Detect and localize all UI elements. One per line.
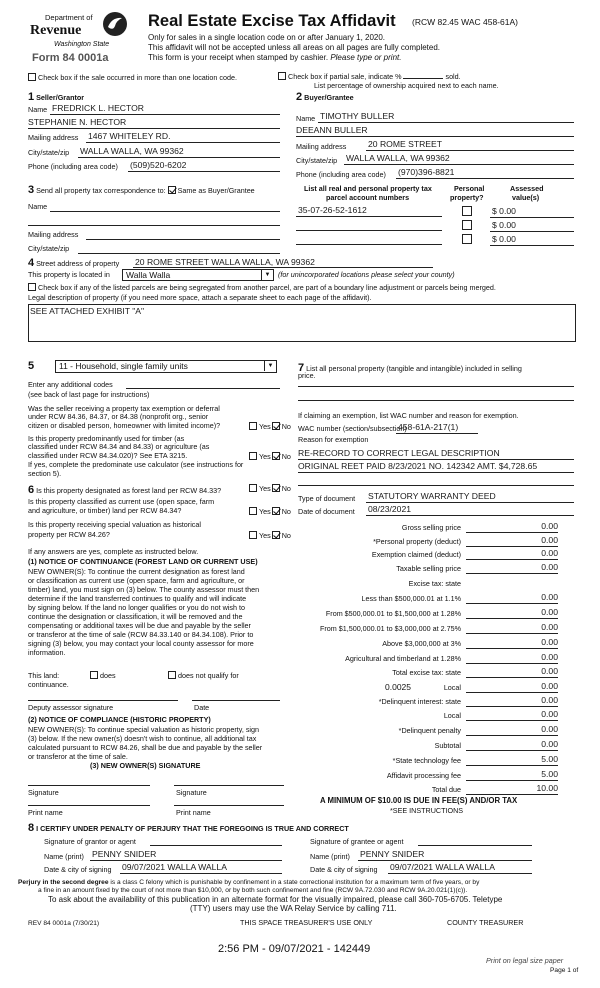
revenue-logo [28, 10, 148, 66]
county-note: (for unincorporated locations please select your county) [278, 270, 455, 279]
tax-row-value[interactable]: 0.00 [541, 607, 558, 617]
timber-question-5: section 5). [28, 469, 62, 478]
perjury-line-2: a fine in an amount fixed by the court of not more than $10,000, or by both such confinement and fine (RCW 9A.72.030 and RCW 9A.20.021(1)(c)). [38, 887, 468, 894]
located-in-label: This property is located in [28, 270, 110, 279]
personal-property-checkbox[interactable] [462, 206, 472, 216]
tax-row-value[interactable]: 0.00 [541, 562, 558, 572]
assessed-value[interactable]: $ 0.00 [492, 220, 516, 230]
grantee-name-label: Name (print) [310, 852, 350, 861]
form-number: Form 84 0001a [32, 52, 109, 64]
notice-continuance-text: NEW OWNER(S): To continue the current designation as forest land or classification as current use (open space, farm and agriculture, or timber) land, you must sign on (3) below. The county assessor must then determine if the land transferred continues to qualify and will indicate by signing below. If the land no longer qualifies or you do not wish to continue the designation or classification, it will be removed and the compensating or additional taxes will be due and payable by the seller or transferor at the time of sale (RCW 84.33.140 or 84.34.108). Prior to signing (3) below, you may contact your local county assessor for more information. [28, 567, 260, 657]
buyer-mail-label: Mailing address [296, 142, 347, 151]
does-not-qualify-check[interactable]: does not qualify for [168, 671, 239, 680]
tax-row-value[interactable]: 0.00 [541, 681, 558, 691]
revision-label: REV 84 0001a (7/30/21) [28, 920, 100, 927]
owner-print-label-2: Print name [176, 808, 211, 817]
checkbox-icon[interactable] [28, 73, 36, 81]
personal-header-2: property? [450, 193, 484, 202]
current-use-question-1: Is this property classified as current use (open space, farm [28, 497, 215, 506]
tax-row-value[interactable]: 0.00 [541, 666, 558, 676]
buyer-name-1[interactable]: TIMOTHY BULLER [320, 111, 395, 121]
tax-row-value[interactable]: 0.00 [541, 695, 558, 705]
tax-row-label: Affidavit processing fee [386, 771, 461, 780]
forest-answer[interactable]: Yes No [249, 484, 291, 493]
ownership-note: List percentage of ownership acquired next to each name. [314, 81, 499, 90]
grantee-date-label: Date & city of signing [310, 865, 378, 874]
deputy-assessor-label: Deputy assessor signature [28, 703, 114, 712]
dept-label: Department of [45, 13, 93, 22]
tax-row-label: Subtotal [434, 741, 461, 750]
tax-row-value[interactable]: 0.00 [541, 622, 558, 632]
seller-mail[interactable]: 1467 WHITELEY RD. [88, 131, 171, 141]
personal-property-checkbox[interactable] [462, 234, 472, 244]
seller-phone[interactable]: (509)520-6202 [130, 160, 187, 170]
checkbox-icon[interactable] [28, 283, 36, 291]
exemption-instructions: If claiming an exemption, list WAC number and reason for exemption. [298, 411, 519, 420]
tax-row-value[interactable]: 0.00 [541, 535, 558, 545]
does-qualify-check[interactable]: does [90, 671, 116, 680]
buyer-name-2[interactable]: DEEANN BULLER [296, 125, 368, 135]
exemption-answer[interactable]: Yes No [249, 422, 291, 431]
tax-row-label: Local [443, 683, 461, 692]
property-street[interactable]: 20 ROME STREET WALLA WALLA, WA 99362 [135, 257, 315, 267]
personal-header-1: Personal [454, 184, 485, 193]
section-8-heading: 8 I CERTIFY UNDER PENALTY OF PERJURY THAT THE FOREGOING IS TRUE AND CORRECT [28, 822, 349, 834]
section-3-heading: 3 Send all property tax correspondence to: Same as Buyer/Grantee [28, 184, 255, 196]
tax-row-value[interactable]: 0.00 [541, 521, 558, 531]
section-6-heading: 6 Is this property designated as forest land per RCW 84.33? [28, 484, 222, 496]
grantor-date-label: Date & city of signing [44, 865, 112, 874]
assessed-header-1: Assessed [510, 184, 544, 193]
exemption-question-1: Was the seller receiving a property tax exemption or deferral [28, 404, 220, 413]
exemption-question-3: citizen or disabled person, homeowner with limited income)? [28, 421, 221, 430]
buyer-name-label: Name [296, 114, 316, 123]
timber-answer[interactable]: Yes No [249, 452, 291, 461]
deputy-date-label: Date [194, 703, 210, 712]
tax-row-label: Gross selling price [401, 523, 461, 532]
washington-logo-icon [102, 11, 128, 37]
multi-location-check[interactable]: Check box if the sale occurred in more than one location code. [28, 73, 237, 82]
seller-city-label: City/state/zip [28, 148, 70, 157]
wac-label: WAC number (section/subsection) [298, 424, 407, 433]
tax-row-label: From $500,000.01 to $1,500,000 at 1.28% [325, 609, 461, 618]
grantor-date[interactable]: 09/07/2021 WALLA WALLA [122, 862, 227, 872]
parcels-header-1: List all real and personal property tax [304, 184, 432, 193]
tax-row-value[interactable]: 0.00 [541, 652, 558, 662]
section-5-number: 5 [28, 360, 35, 372]
buyer-phone[interactable]: (970)396-8821 [398, 167, 455, 177]
assessed-header-2: value(s) [512, 193, 540, 202]
reason-line-2[interactable]: ORIGINAL REET PAID 8/23/2021 NO. 142342 AMT. $4,728.65 [298, 461, 538, 471]
current-use-question-2: and agriculture, or timber) land per RCW 84.34? [28, 506, 182, 515]
grantor-name-label: Name (print) [44, 852, 84, 861]
tax-row-label: Agricultural and timberland at 1.28% [345, 654, 461, 663]
tax-row-label: Total due [431, 785, 461, 794]
tax-row-value[interactable]: 5.00 [541, 769, 558, 779]
doc-type-label: Type of document [298, 494, 356, 503]
buyer-city-label: City/state/zip [296, 156, 338, 165]
cashier-stamp: 2:56 PM - 09/07/2021 - 142449 [218, 943, 371, 955]
revenue-label: Revenue [30, 23, 82, 38]
treasurer-use-label: THIS SPACE TREASURER'S USE ONLY [240, 918, 373, 927]
grantor-signature-label: Signature of grantor or agent [44, 837, 136, 846]
section-1-heading: 1 Seller/Grantor [28, 91, 85, 103]
owner-print-label: Print name [28, 808, 63, 817]
tax-row-label: *Delinquent penalty [398, 726, 461, 735]
tax-row-label: *Personal property (deduct) [373, 537, 461, 546]
seller-mail-label: Mailing address [28, 133, 79, 142]
exemption-question-2: under RCW 84.36, 84.37, or 84.38 (nonprofit org., senior [28, 412, 209, 421]
tax-row-value[interactable]: 0.00 [541, 592, 558, 602]
partial-sale-check[interactable]: Check box if partial sale, indicate % sold. [278, 72, 461, 81]
current-use-answer[interactable]: Yes No [249, 507, 291, 516]
parcel-number[interactable]: 35-07-26-52-1612 [298, 205, 367, 215]
title-citation: (RCW 82.45 WAC 458-61A) [412, 17, 518, 27]
buyer-phone-label: Phone (including area code) [296, 170, 386, 179]
reason-line-1[interactable]: RE-RECORD TO CORRECT LEGAL DESCRIPTION [298, 448, 500, 458]
tax-row-label: Less than $500,000.01 at 1.1% [361, 594, 461, 603]
corr-city-label: City/state/zip [28, 244, 70, 253]
historic-question-2: property per RCW 84.26? [28, 530, 110, 539]
tax-row-value[interactable]: 0.00 [541, 739, 558, 749]
legal-paper-note: Print on legal size paper [486, 956, 564, 965]
seller-name-label: Name [28, 105, 48, 114]
tax-row-value[interactable]: 5.00 [541, 754, 558, 764]
tax-row-value[interactable]: 10.00 [536, 783, 558, 793]
owner-signature-label: Signature [28, 788, 59, 797]
alt-format-line-2: (TTY) users may use the WA Relay Service by calling 711. [190, 904, 397, 913]
chevron-down-icon[interactable]: ▼ [264, 361, 276, 371]
notice-compliance-heading: (2) NOTICE OF COMPLIANCE (HISTORIC PROPERTY) [28, 715, 211, 724]
tax-row-label: Exemption claimed (deduct) [371, 550, 461, 559]
historic-question-1: Is this property receiving special valuation as historical [28, 520, 201, 529]
tax-row-value[interactable]: 0.00 [541, 709, 558, 719]
tax-row-label: *Delinquent interest: state [378, 697, 461, 706]
checkbox-icon[interactable] [168, 671, 176, 679]
legal-desc-label: Legal description of property (if you need more space, attach a separate sheet to each page of the affidavit). [28, 293, 372, 302]
tax-row-label: From $1,500,000.01 to $3,000,000 at 2.75% [319, 624, 461, 633]
notice-continuance-heading: (1) NOTICE OF CONTINUANCE (FOREST LAND OR CURRENT USE) [28, 557, 258, 566]
doc-type[interactable]: STATUTORY WARRANTY DEED [368, 491, 496, 501]
minimum-due-note: A MINIMUM OF $10.00 IS DUE IN FEE(S) AND/OR TAX [320, 796, 518, 805]
seller-city[interactable]: WALLA WALLA, WA 99362 [80, 146, 184, 156]
buyer-mail[interactable]: 20 ROME STREET [368, 139, 443, 149]
additional-codes-label: Enter any additional codes [28, 380, 113, 389]
notice-compliance-text: NEW OWNER(S): To continue special valuation as historic property, sign (3) below. If the new owner(s) doesn't wish to continue, all additional tax calculated pursuant to RCW 84.26, shall be due and payable by the seller or transferor at the time of sale. [28, 725, 263, 761]
answers-note: If any answers are yes, complete as instructed below. [28, 547, 199, 556]
section-4-heading: 4 Street address of property [28, 257, 120, 269]
seller-name-1[interactable]: FREDRICK L. HECTOR [52, 103, 144, 113]
seller-name-2[interactable]: STEPHANIE N. HECTOR [28, 117, 127, 127]
timber-question-1: Is this property predominantly used for timber (as [28, 434, 185, 443]
section-7-heading: 7 List all personal property (tangible and intangible) included in selling [298, 362, 522, 374]
seller-phone-label: Phone (including area code) [28, 162, 118, 171]
reason-label: Reason for exemption [298, 435, 369, 444]
personal-property-checkbox[interactable] [462, 220, 472, 230]
page-title: Real Estate Excise Tax Affidavit [148, 12, 396, 30]
county-treasurer-label: COUNTY TREASURER [447, 918, 524, 927]
section-7-text-2: price. [298, 371, 316, 380]
local-rate: 0.0025 [385, 682, 411, 692]
timber-question-3: classified under RCW 84.34.020)? See ETA 3215. [28, 451, 188, 460]
boundary-check[interactable]: Check box if any of the listed parcels are being segregated from another parcel, are part of a boundary line adjustment or parcels being merged. [28, 283, 496, 292]
legal-description[interactable]: SEE ATTACHED EXHIBIT "A" [30, 306, 145, 316]
grantor-name[interactable]: PENNY SNIDER [92, 849, 157, 859]
header-line-3: This form is your receipt when stamped by cashier. Please type or print. [148, 53, 402, 62]
page-number: Page 1 of [550, 967, 579, 974]
timber-question-4: If yes, complete the predominate use calculator (see instructions for [28, 460, 244, 469]
timber-question-2: classified under RCW 84.34 and 84.33) or agriculture (as [28, 442, 210, 451]
tax-row-label: Excise tax: state [408, 579, 461, 588]
parcels-header-2: parcel account numbers [326, 193, 410, 202]
tax-row-value[interactable]: 0.00 [541, 637, 558, 647]
wac-number[interactable]: 458-61A-217(1) [398, 422, 459, 432]
grantee-date[interactable]: 09/07/2021 WALLA WALLA [390, 862, 495, 872]
assessed-value[interactable]: $ 0.00 [492, 234, 516, 244]
tax-row-label: Taxable selling price [396, 564, 461, 573]
checkbox-icon[interactable] [90, 671, 98, 679]
corr-name-label: Name [28, 202, 48, 211]
buyer-city[interactable]: WALLA WALLA, WA 99362 [346, 153, 450, 163]
additional-codes-note: (see back of last page for instructions) [28, 390, 150, 399]
grantee-name[interactable]: PENNY SNIDER [360, 849, 425, 859]
same-as-buyer-checkbox[interactable] [168, 186, 176, 194]
corr-mail-label: Mailing address [28, 230, 79, 239]
chevron-down-icon[interactable]: ▼ [261, 270, 273, 280]
this-land-label: This land: [28, 671, 60, 680]
continuance-label: continuance. [28, 680, 69, 689]
tax-row-value[interactable]: 0.00 [541, 548, 558, 558]
tax-row-label: Total excise tax: state [392, 668, 461, 677]
assessed-value[interactable]: $ 0.00 [492, 206, 516, 216]
section-2-heading: 2 Buyer/Grantee [296, 91, 354, 103]
alt-format-line-1: To ask about the availability of this publication in an alternate format for the visually impaired, please call 360-705-6705. Teletype [48, 895, 503, 904]
doc-date[interactable]: 08/23/2021 [368, 504, 412, 514]
header-line-1: Only for sales in a single location code on or after January 1, 2020. [148, 33, 386, 42]
owner-signature-label-2: Signature [176, 788, 207, 797]
doc-date-label: Date of document [298, 507, 355, 516]
use-code-select[interactable]: 11 - Household, single family units ▼ [55, 360, 277, 373]
see-instructions: *SEE INSTRUCTIONS [390, 806, 464, 815]
state-label: Washington State [54, 41, 110, 48]
tax-row-label: *State technology fee [392, 756, 461, 765]
perjury-line-1: Perjury in the second degree is a class C felony which is punishable by confinement in a state correctional institution for a maximum term of five years, or by [18, 879, 480, 886]
tax-row-label: Local [443, 711, 461, 720]
tax-row-value[interactable]: 0.00 [541, 724, 558, 734]
tax-row-label: Above $3,000,000 at 3% [382, 639, 461, 648]
checkbox-icon[interactable] [278, 72, 286, 80]
historic-answer[interactable]: Yes No [249, 531, 291, 540]
county-select[interactable]: Walla Walla ▼ [122, 269, 274, 281]
grantee-signature-label: Signature of grantee or agent [310, 837, 404, 846]
new-owner-signature-heading: (3) NEW OWNER(S) SIGNATURE [90, 761, 201, 770]
header-line-2: This affidavit will not be accepted unless all areas on all pages are fully completed. [148, 43, 441, 52]
